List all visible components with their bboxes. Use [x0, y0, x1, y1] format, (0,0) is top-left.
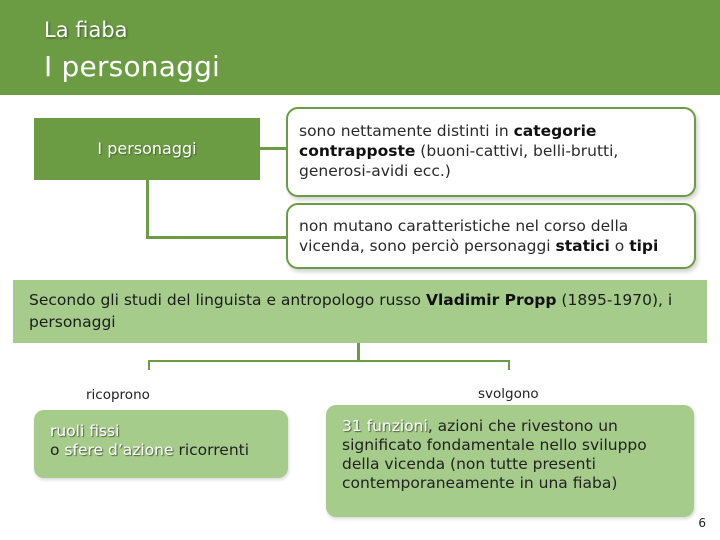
- tree-leg-right: [508, 360, 510, 370]
- connector-v-left: [146, 180, 149, 238]
- box-ruoli-fissi: [34, 410, 288, 478]
- branch-1-text-before: sono nettamente distinti in: [299, 122, 514, 140]
- label-svolgono: svolgono: [478, 386, 539, 402]
- propp-box: [13, 280, 707, 343]
- tree-stem: [357, 343, 360, 361]
- label-ricoprono: ricoprono: [86, 387, 150, 403]
- branch-2-middle: o: [609, 237, 630, 255]
- ruoli-tail: ricorrenti: [173, 441, 250, 459]
- branch-1-text-after: (buoni-cattivi, belli-brutti, generosi-avidi ecc.): [299, 142, 619, 180]
- highlight-31-funzioni: 31 funzioni: [342, 417, 428, 435]
- highlight-ruoli-fissi: ruoli fissi: [50, 422, 120, 440]
- tree-crossbar: [148, 360, 510, 362]
- branch-box-categorie: [286, 107, 696, 197]
- box-31-funzioni: [326, 405, 694, 517]
- tree-leg-left: [148, 360, 150, 370]
- connector-h-bottom: [146, 236, 286, 239]
- page-number: 6: [698, 516, 706, 530]
- funzioni-tail: , azioni che rivestono un significato fondamentale nello sviluppo della vicenda (non tutte presenti contemporaneamente in una fiaba): [342, 417, 647, 492]
- propp-text-before: Secondo gli studi del linguista e antropologo russo: [29, 291, 426, 309]
- concept-box-personaggi: I personaggi: [34, 118, 260, 180]
- branch-2-bold-tipi: tipi: [629, 237, 659, 255]
- ruoli-connector: o: [50, 441, 65, 459]
- title-bar: [0, 0, 720, 95]
- connector-h-top: [260, 147, 286, 150]
- highlight-sfere-azione: sfere d’azione: [64, 441, 174, 459]
- section-kicker: La fiaba: [44, 18, 128, 42]
- propp-text-after: (1895-1970), i personaggi: [29, 291, 673, 331]
- branch-1-bold: categorie contrapposte: [299, 122, 597, 160]
- branch-2-text-before: non mutano caratteristiche nel corso della vicenda, sono perciò personaggi: [299, 217, 629, 255]
- page-title: I personaggi: [44, 50, 221, 83]
- branch-2-bold-statici: statici: [555, 237, 610, 255]
- propp-name: Vladimir Propp: [425, 291, 557, 309]
- branch-box-statici: [286, 203, 696, 269]
